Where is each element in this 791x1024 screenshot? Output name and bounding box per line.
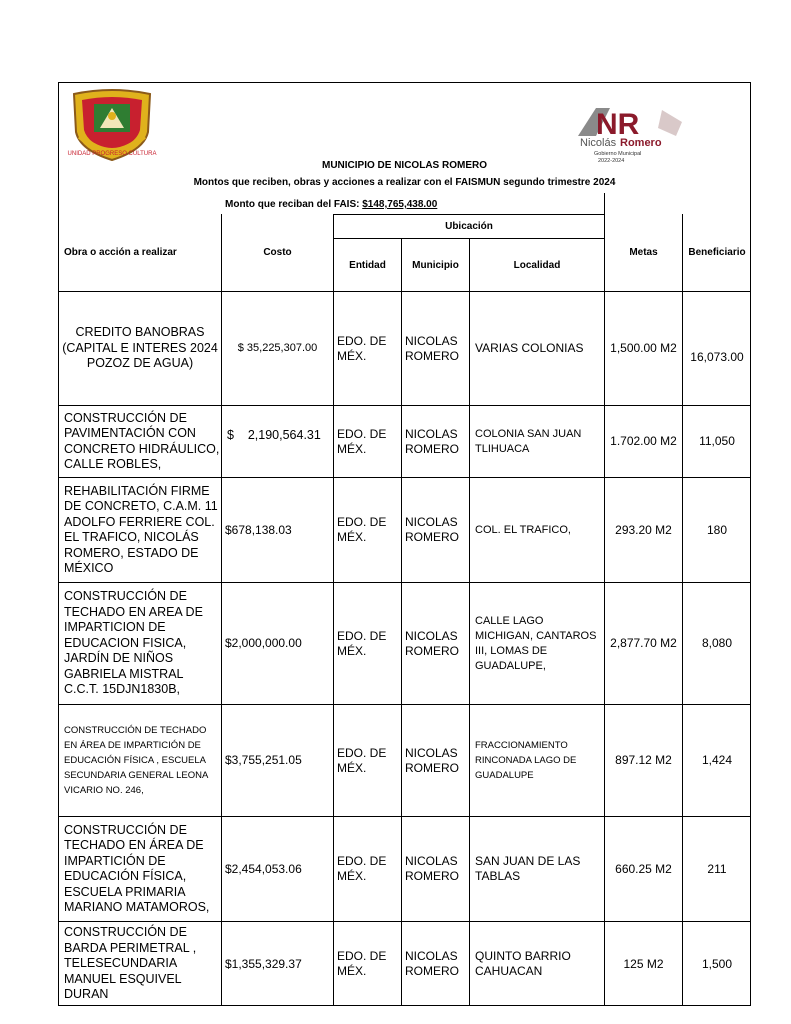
col-header-obra: Obra o acción a realizar: [64, 247, 177, 258]
cell-obra: CONSTRUCCIÓN DE TECHADO EN ÁREA DE IMPARTICIÓN DE EDUCACIÓN FÍSICA , ESCUELA SECUNDARIA GENERAL LEONA VICARIO NO. 246,: [64, 725, 208, 796]
col-header-municipio: Municipio: [412, 259, 459, 271]
svg-text:Gobierno Municipal: Gobierno Municipal: [594, 151, 642, 157]
cell-beneficiario: 211: [707, 861, 727, 876]
cell-metas: 293.20 M2: [615, 522, 672, 537]
cell-localidad: COLONIA SAN JUAN TLIHUACA: [475, 427, 582, 455]
cell-municipio: NICOLAS ROMERO: [405, 333, 459, 363]
col-header-beneficiario: Beneficiario: [688, 247, 746, 258]
municipality-title: MUNICIPIO DE NICOLAS ROMERO: [321, 160, 487, 171]
cell-obra: REHABILITACIÓN FIRME DE CONCRETO, C.A.M. 11 ADOLFO FERRIERE COL. EL TRAFICO, NICOLÁS ROMERO, ESTADO DE MÉXICO: [64, 483, 218, 575]
cell-obra: CONSTRUCCIÓN DE TECHADO EN AREA DE IMPARTICION DE EDUCACION FISICA, JARDÍN DE NIÑOS GABRIELA MISTRAL C.C.T. 15DJN1830B,: [64, 589, 203, 697]
cell-costo: $ 35,225,307.00: [237, 342, 318, 354]
report-subtitle: Montos que reciben, obras y acciones a realizar con el FAISMUN segundo trimestre 2024: [193, 177, 616, 188]
cell-entidad: EDO. DE MÉX.: [337, 854, 387, 883]
cell-costo: $2,000,000.00: [225, 636, 302, 650]
cell-beneficiario: 1,424: [701, 753, 733, 767]
cell-costo: $1,355,329.37: [225, 956, 302, 971]
cell-metas: 2,877.70 M2: [610, 636, 677, 650]
cell-obra: CREDITO BANOBRAS (CAPITAL E INTERES 2024 POZOZ DE AGUA): [62, 325, 218, 371]
cell-municipio: NICOLAS ROMERO: [405, 426, 459, 456]
cell-localidad: SAN JUAN DE LAS TABLAS: [475, 854, 581, 883]
cell-costo: $ 2,190,564.31: [227, 428, 321, 443]
cell-localidad: CALLE LAGO MICHIGAN, CANTAROS III, LOMAS DE GUADALUPE,: [475, 614, 597, 672]
cell-metas: 125 M2: [623, 956, 664, 971]
col-header-metas: Metas: [629, 247, 658, 258]
cell-beneficiario: 11,050: [699, 434, 735, 448]
col-header-entidad: Entidad: [349, 259, 386, 271]
svg-text:Nicolás: Nicolás: [580, 137, 617, 149]
cell-localidad: VARIAS COLONIAS: [475, 341, 584, 355]
cell-costo: $3,755,251.05: [225, 753, 302, 767]
cell-metas: 660.25 M2: [615, 861, 672, 876]
cell-costo: $2,454,053.06: [225, 861, 302, 876]
nicolas-romero-government-logo: [576, 102, 688, 164]
svg-text:2022-2024: 2022-2024: [598, 158, 625, 164]
cell-beneficiario: 1,500: [701, 956, 733, 971]
col-header-costo: Costo: [263, 247, 292, 258]
svg-text:NR: NR: [596, 108, 640, 141]
municipal-coat-of-arms-logo: [66, 88, 158, 162]
col-header-ubicacion: Ubicación: [445, 221, 493, 232]
cell-metas: 897.12 M2: [615, 753, 672, 767]
cell-beneficiario: 8,080: [701, 636, 733, 650]
cell-metas: 1,500.00 M2: [610, 341, 677, 355]
fais-amount: $148,765,438.00: [362, 199, 438, 210]
cell-obra: CONSTRUCCIÓN DE PAVIMENTACIÓN CON CONCRETO HIDRÁULICO, CALLE ROBLES,: [64, 410, 220, 471]
cell-municipio: NICOLAS ROMERO: [405, 745, 459, 775]
col-header-localidad: Localidad: [513, 259, 561, 271]
svg-text:UNIDAD PROGRESO CULTURA: UNIDAD PROGRESO CULTURA: [67, 151, 157, 157]
cell-obra: CONSTRUCCIÓN DE BARDA PERIMETRAL , TELESECUNDARIA MANUEL ESQUIVEL DURAN: [64, 925, 197, 1002]
svg-text:Romero: Romero: [620, 137, 662, 149]
cell-beneficiario: 180: [706, 522, 728, 537]
cell-localidad: COL. EL TRAFICO,: [475, 523, 571, 536]
cell-beneficiario: 16,073.00: [690, 349, 744, 364]
cell-municipio: NICOLAS ROMERO: [405, 854, 459, 883]
cell-entidad: EDO. DE MÉX.: [337, 515, 387, 544]
fais-amount-line: [225, 199, 437, 210]
cell-costo: $678,138.03: [225, 522, 292, 537]
cell-municipio: NICOLAS ROMERO: [405, 628, 459, 658]
cell-localidad: QUINTO BARRIO CAHUACAN: [475, 949, 571, 978]
cell-entidad: EDO. DE MÉX.: [337, 628, 387, 658]
cell-entidad: EDO. DE MÉX.: [337, 745, 387, 775]
cell-municipio: NICOLAS ROMERO: [405, 515, 459, 544]
cell-localidad: FRACCIONAMIENTO RINCONADA LAGO DE GUADALUPE: [475, 740, 577, 781]
cell-entidad: EDO. DE MÉX.: [337, 333, 387, 363]
cell-entidad: EDO. DE MÉX.: [337, 426, 387, 456]
cell-municipio: NICOLAS ROMERO: [405, 949, 459, 978]
fais-label: Monto que reciban del FAIS:: [225, 199, 360, 210]
cell-metas: 1.702.00 M2: [610, 434, 677, 448]
cell-obra: CONSTRUCCIÓN DE TECHADO EN ÁREA DE IMPARTICIÓN DE EDUCACIÓN FÍSICA, ESCUELA PRIMARIA MARIANO MATAMOROS,: [64, 822, 210, 914]
cell-entidad: EDO. DE MÉX.: [337, 949, 387, 978]
